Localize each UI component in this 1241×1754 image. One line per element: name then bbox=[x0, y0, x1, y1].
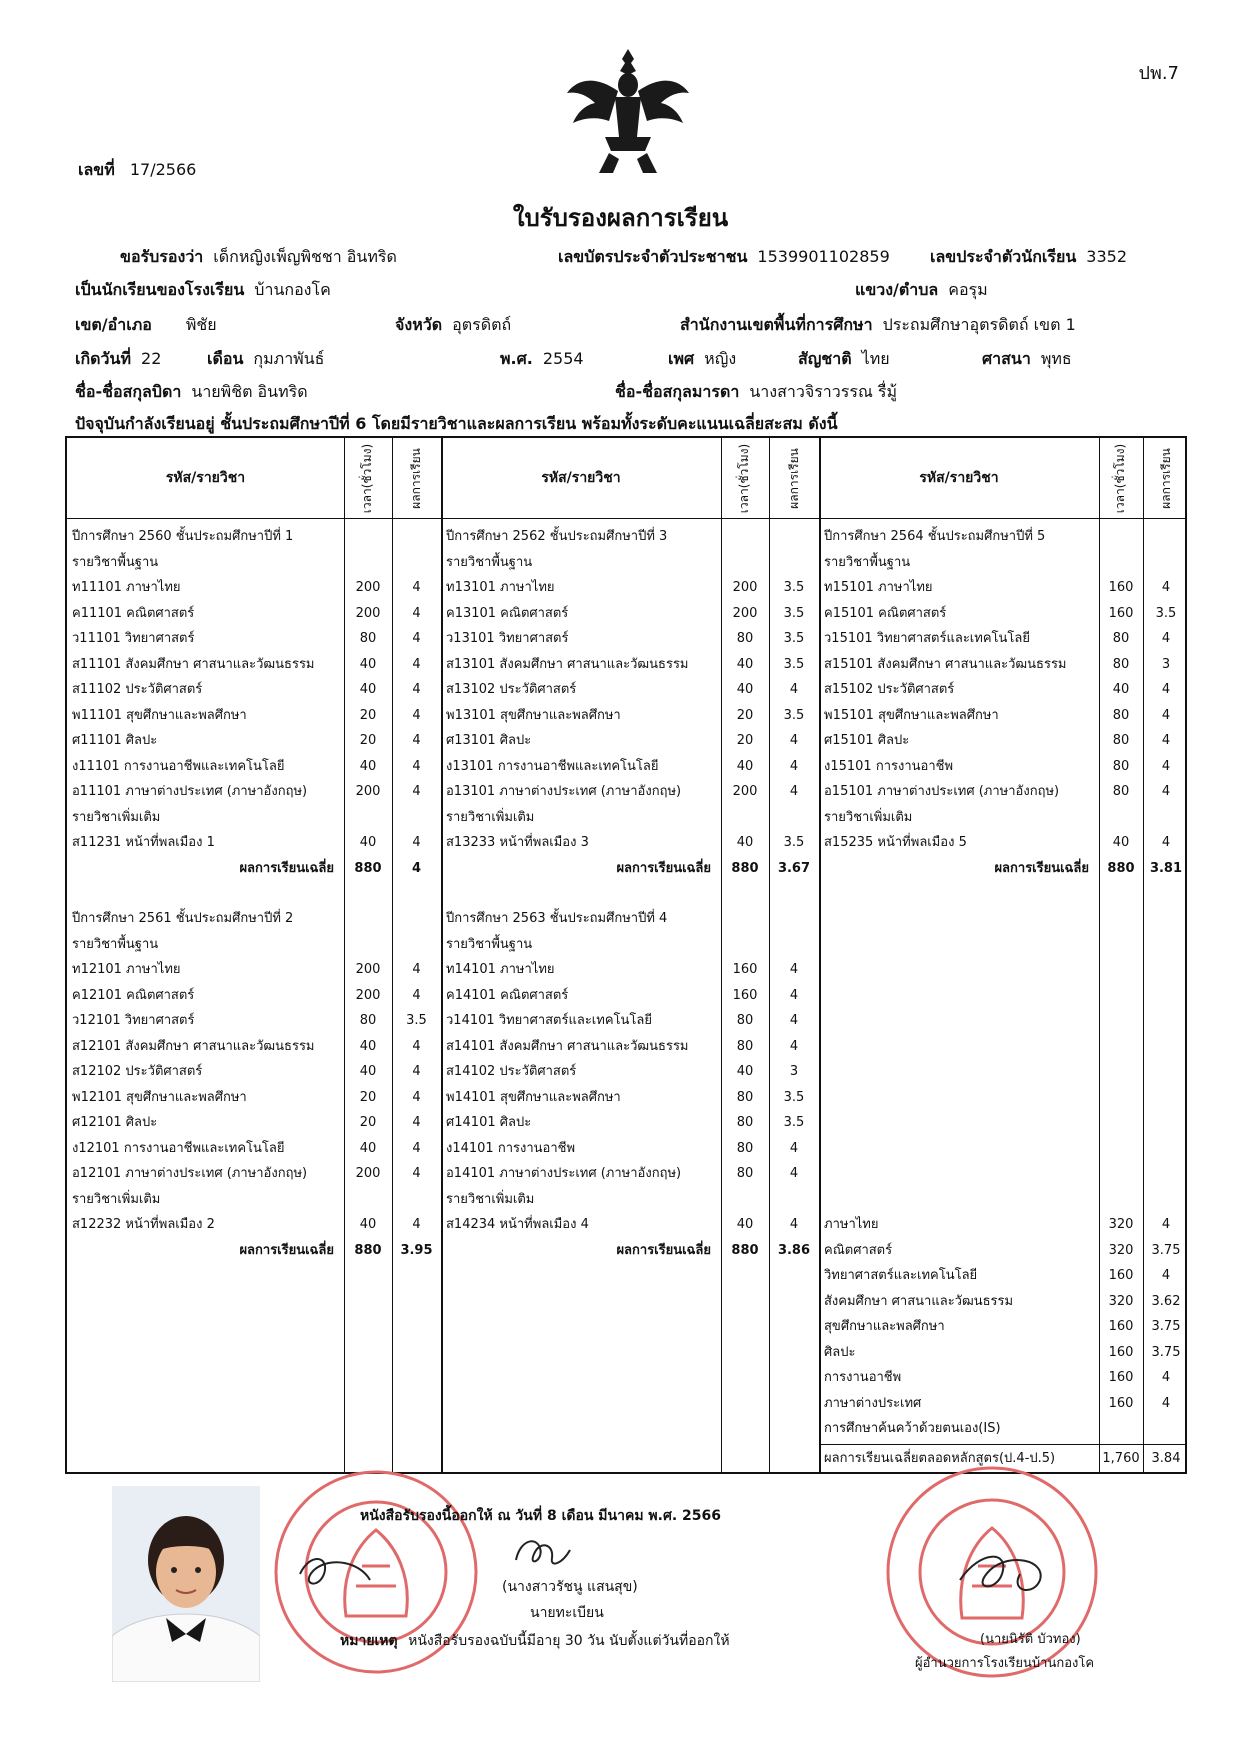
col-divider bbox=[819, 438, 821, 1472]
group-summary-grade bbox=[1143, 1418, 1189, 1440]
subject-hours: 40 bbox=[359, 758, 377, 774]
subject-hours: 160 bbox=[1108, 580, 1134, 595]
basic-subjects-label: รายวิชาพื้นฐาน bbox=[824, 554, 911, 570]
year-title: ปีการศึกษา 2561 ชั้นประถมศึกษาปีที่ 2 bbox=[72, 911, 294, 926]
subject-hours: 80 bbox=[1112, 758, 1130, 774]
subject-hours: 40 bbox=[359, 682, 377, 697]
subject-name: ค12101 คณิตศาสตร์ bbox=[72, 987, 195, 1003]
year-average-hours: 880 bbox=[354, 860, 382, 876]
subject-grade: 4 bbox=[1161, 580, 1171, 595]
subject-name: อ12101 ภาษาต่างประเทศ (ภาษาอังกฤษ) bbox=[72, 1166, 308, 1181]
subject-name: ส14101 สังคมศึกษา ศาสนาและวัฒนธรรม bbox=[446, 1038, 689, 1054]
overall-average-hours: 1,760 bbox=[1102, 1451, 1140, 1466]
year-average-label: ผลการเรียนเฉลี่ย bbox=[239, 1242, 334, 1258]
subject-name: ว15101 วิทยาศาสตร์และเทคโนโลยี bbox=[824, 631, 1030, 646]
subject-hours: 80 bbox=[359, 631, 377, 646]
subject-hours: 200 bbox=[732, 784, 758, 799]
year-average-hours: 880 bbox=[731, 1242, 759, 1258]
document-code: ปพ.7 bbox=[1138, 63, 1179, 84]
subject-grade: 4 bbox=[1161, 682, 1171, 697]
subject-hours: 160 bbox=[732, 962, 758, 977]
year-average-hours: 880 bbox=[731, 860, 759, 876]
subject-hours: 40 bbox=[1112, 682, 1130, 697]
subject-hours: 40 bbox=[359, 1064, 377, 1079]
year-average-label: ผลการเรียนเฉลี่ย bbox=[239, 860, 334, 876]
subject-hours: 80 bbox=[1112, 656, 1130, 672]
subject-grade: 4 bbox=[412, 1089, 421, 1105]
subject-grade: 3.5 bbox=[783, 707, 805, 723]
subject-name: อ14101 ภาษาต่างประเทศ (ภาษาอังกฤษ) bbox=[446, 1166, 682, 1181]
group-summary-name: ภาษาต่างประเทศ bbox=[824, 1395, 922, 1411]
subject-name: ค14101 คณิตศาสตร์ bbox=[446, 987, 569, 1003]
subject-name: ท11101 ภาษาไทย bbox=[72, 580, 181, 595]
subject-grade: 4 bbox=[412, 733, 421, 748]
group-summary-grade: 3.75 bbox=[1151, 1344, 1181, 1360]
id-card: เลขบัตรประจำตัวประชาชน 1539901102859 bbox=[558, 247, 890, 266]
subject-grade: 4 bbox=[412, 1115, 421, 1130]
header-grade: ผลการเรียน bbox=[1158, 447, 1173, 509]
subject-name: ค15101 คณิตศาสตร์ bbox=[824, 605, 947, 621]
father-name: ชื่อ-ชื่อสกุลบิดา นายพิชิต อินทริด bbox=[75, 382, 308, 401]
subject-grade: 4 bbox=[1161, 707, 1171, 723]
header-hours: เวลา(ชั่วโมง) bbox=[1113, 443, 1128, 513]
group-summary-hours: 160 bbox=[1108, 1395, 1134, 1411]
mother-name: ชื่อ-ชื่อสกุลมารดา นางสาวจิราวรรณ รื่มู้ bbox=[615, 382, 898, 401]
subject-grade: 4 bbox=[412, 987, 421, 1003]
overall-average-label: ผลการเรียนเฉลี่ยตลอดหลักสูตร(ป.4-ป.5) bbox=[824, 1451, 1056, 1466]
year-average-label: ผลการเรียนเฉลี่ย bbox=[616, 1242, 711, 1258]
note-text: หนังสือรับรองฉบับนี้มีอายุ 30 วัน นับตั้งแต่วันที่ออกให้ bbox=[408, 1633, 730, 1649]
subject-name: ส15235 หน้าที่พลเมือง 5 bbox=[824, 835, 967, 850]
subject-grade: 3.5 bbox=[783, 656, 805, 672]
subject-grade: 4 bbox=[789, 758, 799, 774]
registrar-name: (นางสาวรัชนู แสนสุข) bbox=[502, 1579, 638, 1595]
subject-grade: 4 bbox=[789, 987, 799, 1003]
header-subject: รหัส/รายวิชา bbox=[919, 470, 999, 486]
subject-grade: 4 bbox=[412, 656, 421, 672]
group-summary-hours: 160 bbox=[1108, 1268, 1134, 1283]
subject-grade: 4 bbox=[412, 605, 421, 621]
director-signature bbox=[950, 1540, 1060, 1610]
header-hours: เวลา(ชั่วโมง) bbox=[737, 443, 752, 513]
subject-hours: 20 bbox=[359, 1115, 377, 1130]
subject-grade: 4 bbox=[789, 682, 799, 697]
subject-name: ศ15101 ศิลปะ bbox=[824, 733, 910, 748]
subject-name: ง13101 การงานอาชีพและเทคโนโลยี bbox=[446, 758, 659, 774]
subject-hours: 80 bbox=[736, 1115, 754, 1130]
subject-hours: 40 bbox=[359, 835, 377, 850]
subject-name: ท14101 ภาษาไทย bbox=[446, 962, 555, 977]
document-number bbox=[78, 158, 196, 183]
subject-hours: 40 bbox=[736, 1064, 754, 1079]
year-title: ปีการศึกษา 2560 ชั้นประถมศึกษาปีที่ 1 bbox=[72, 529, 294, 544]
subject-hours: 200 bbox=[355, 1166, 381, 1181]
subject-hours: 20 bbox=[359, 733, 377, 748]
certify-name: ขอรับรองว่า เด็กหญิงเพ็ญพิชชา อินทริด bbox=[120, 247, 397, 266]
note-line bbox=[340, 1630, 730, 1652]
subject-name: ส15102 ประวัติศาสตร์ bbox=[824, 682, 955, 697]
subject-grade: 4 bbox=[1161, 631, 1171, 646]
subject-hours: 20 bbox=[359, 1089, 377, 1105]
note-label: หมายเหตุ bbox=[340, 1633, 398, 1649]
garuda-emblem bbox=[565, 45, 691, 177]
extra-subjects-label: รายวิชาเพิ่มเติม bbox=[72, 1191, 161, 1207]
subject-hours: 40 bbox=[1112, 835, 1130, 850]
year-average-label: ผลการเรียนเฉลี่ย bbox=[994, 860, 1089, 876]
religion: ศาสนา พุทธ bbox=[982, 349, 1072, 368]
subject-grade: 4 bbox=[412, 1217, 421, 1232]
subject-grade: 4 bbox=[412, 1140, 421, 1156]
subject-hours: 200 bbox=[355, 987, 381, 1003]
subject-hours: 80 bbox=[736, 1013, 754, 1028]
subject-name: อ15101 ภาษาต่างประเทศ (ภาษาอังกฤษ) bbox=[824, 784, 1060, 799]
subject-hours: 40 bbox=[736, 682, 754, 697]
basic-subjects-label: รายวิชาพื้นฐาน bbox=[446, 554, 533, 570]
subject-hours: 40 bbox=[359, 1140, 377, 1156]
subject-hours: 200 bbox=[355, 784, 381, 799]
subject-name: ว11101 วิทยาศาสตร์ bbox=[72, 631, 195, 646]
group-summary-grade: 3.75 bbox=[1151, 1319, 1181, 1334]
header-grade: ผลการเรียน bbox=[409, 447, 423, 509]
subject-name: ส14102 ประวัติศาสตร์ bbox=[446, 1064, 577, 1079]
subject-grade: 4 bbox=[412, 682, 421, 697]
subject-grade: 4 bbox=[412, 758, 421, 774]
subject-grade: 4 bbox=[789, 733, 799, 748]
group-summary-grade: 4 bbox=[1161, 1268, 1171, 1283]
subject-name: ศ14101 ศิลปะ bbox=[446, 1115, 532, 1130]
extra-subjects-label: รายวิชาเพิ่มเติม bbox=[824, 809, 913, 825]
subject-hours: 80 bbox=[1112, 707, 1130, 723]
subject-grade: 4 bbox=[412, 707, 421, 723]
subject-grade: 4 bbox=[412, 1038, 421, 1054]
subject-name: ส12101 สังคมศึกษา ศาสนาและวัฒนธรรม bbox=[72, 1038, 315, 1054]
group-summary-hours bbox=[1099, 1418, 1143, 1440]
subject-hours: 80 bbox=[736, 1140, 754, 1156]
subject-name: ศ12101 ศิลปะ bbox=[72, 1115, 158, 1130]
basic-subjects-label: รายวิชาพื้นฐาน bbox=[72, 936, 159, 952]
subject-name: พ15101 สุขศึกษาและพลศึกษา bbox=[824, 707, 999, 723]
subject-hours: 80 bbox=[1112, 631, 1130, 646]
subject-grade: 3.5 bbox=[406, 1013, 427, 1028]
extra-subjects-label: รายวิชาเพิ่มเติม bbox=[446, 809, 535, 825]
subject-grade: 4 bbox=[412, 631, 421, 646]
extra-subjects-label: รายวิชาเพิ่มเติม bbox=[446, 1191, 535, 1207]
year-average-hours: 880 bbox=[354, 1242, 382, 1258]
year-average-grade: 3.86 bbox=[777, 1242, 811, 1258]
group-summary-name: ภาษาไทย bbox=[824, 1217, 879, 1232]
subject-name: พ11101 สุขศึกษาและพลศึกษา bbox=[72, 707, 247, 723]
birth-day: เกิดวันที่ 22 bbox=[75, 349, 162, 368]
district: เขต/อำเภอ พิชัย bbox=[75, 315, 217, 334]
subject-hours: 80 bbox=[1112, 784, 1130, 799]
subject-hours: 40 bbox=[359, 1038, 377, 1054]
subject-hours: 40 bbox=[736, 1217, 754, 1232]
subject-grade: 4 bbox=[789, 1013, 799, 1028]
group-summary-hours: 320 bbox=[1108, 1293, 1134, 1309]
subject-name: ส11101 สังคมศึกษา ศาสนาและวัฒนธรรม bbox=[72, 656, 315, 672]
year-title: ปีการศึกษา 2562 ชั้นประถมศึกษาปีที่ 3 bbox=[446, 529, 668, 544]
subject-grade: 4 bbox=[789, 1140, 799, 1156]
group-summary-grade: 4 bbox=[1161, 1395, 1171, 1411]
group-summary-name: สุขศึกษาและพลศึกษา bbox=[824, 1319, 945, 1334]
subject-name: ส14234 หน้าที่พลเมือง 4 bbox=[446, 1217, 589, 1232]
header-subject: รหัส/รายวิชา bbox=[165, 470, 246, 486]
subject-name: ค13101 คณิตศาสตร์ bbox=[446, 605, 569, 621]
group-summary-hours: 160 bbox=[1108, 1344, 1134, 1360]
province: จังหวัด อุตรดิตถ์ bbox=[395, 315, 512, 334]
subject-hours: 200 bbox=[355, 962, 381, 977]
subject-name: ง11101 การงานอาชีพและเทคโนโลยี bbox=[72, 758, 285, 774]
subject-name: พ13101 สุขศึกษาและพลศึกษา bbox=[446, 707, 621, 723]
subject-grade: 3 bbox=[1161, 656, 1171, 672]
group-summary-name: วิทยาศาสตร์และเทคโนโลยี bbox=[824, 1268, 978, 1283]
subject-name: ค11101 คณิตศาสตร์ bbox=[72, 605, 195, 621]
subdistrict: แขวง/ตำบล คอรุม bbox=[855, 280, 988, 299]
subject-name: ท12101 ภาษาไทย bbox=[72, 962, 181, 977]
subject-name: ส12102 ประวัติศาสตร์ bbox=[72, 1064, 203, 1079]
subject-grade: 4 bbox=[1161, 784, 1171, 799]
subject-name: อ11101 ภาษาต่างประเทศ (ภาษาอังกฤษ) bbox=[72, 784, 308, 799]
subject-name: ง15101 การงานอาชีพ bbox=[824, 758, 954, 774]
year-average-label: ผลการเรียนเฉลี่ย bbox=[616, 860, 711, 876]
subject-name: ท13101 ภาษาไทย bbox=[446, 580, 555, 595]
subject-name: ส12232 หน้าที่พลเมือง 2 bbox=[72, 1217, 215, 1232]
subject-name: ง12101 การงานอาชีพและเทคโนโลยี bbox=[72, 1140, 285, 1156]
subject-grade: 3.5 bbox=[1155, 605, 1177, 621]
birth-month: เดือน กุมภาพันธ์ bbox=[207, 349, 325, 368]
subject-grade: 4 bbox=[412, 580, 421, 595]
subject-name: ส15101 สังคมศึกษา ศาสนาและวัฒนธรรม bbox=[824, 656, 1067, 672]
subject-hours: 40 bbox=[736, 835, 754, 850]
director-title: ผู้อำนวยการโรงเรียนบ้านกองโค bbox=[915, 1656, 1095, 1671]
subject-name: ส11102 ประวัติศาสตร์ bbox=[72, 682, 203, 697]
subject-hours: 40 bbox=[359, 656, 377, 672]
group-summary-name: คณิตศาสตร์ bbox=[824, 1242, 893, 1258]
student-id: เลขประจำตัวนักเรียน 3352 bbox=[930, 247, 1128, 266]
registrar-initial-signature bbox=[290, 1544, 380, 1604]
number-label: เลขที่ bbox=[78, 160, 115, 179]
header-hours: เวลา(ชั่วโมง) bbox=[360, 443, 375, 513]
subject-name: ส13101 สังคมศึกษา ศาสนาและวัฒนธรรม bbox=[446, 656, 689, 672]
subject-hours: 80 bbox=[1112, 733, 1130, 748]
document-title: ใบรับรองผลการเรียน bbox=[512, 204, 729, 232]
grade-table bbox=[65, 436, 1187, 1474]
subject-grade: 3.5 bbox=[783, 580, 805, 595]
group-summary-name: การงานอาชีพ bbox=[824, 1370, 902, 1385]
registrar-signature bbox=[510, 1530, 578, 1574]
group-summary-hours: 320 bbox=[1108, 1217, 1134, 1232]
director-name: (นายนิรัติ บัวทอง) bbox=[980, 1632, 1081, 1647]
subject-name: ว12101 วิทยาศาสตร์ bbox=[72, 1013, 195, 1028]
subject-hours: 40 bbox=[736, 758, 754, 774]
subject-name: ว14101 วิทยาศาสตร์และเทคโนโลยี bbox=[446, 1013, 652, 1028]
subject-grade: 4 bbox=[1161, 758, 1171, 774]
student-photo bbox=[112, 1486, 260, 1682]
subject-hours: 20 bbox=[359, 707, 377, 723]
number-value: 17/2566 bbox=[129, 160, 197, 179]
group-summary-grade: 3.62 bbox=[1151, 1293, 1181, 1309]
group-summary-name: ศิลปะ bbox=[824, 1344, 856, 1360]
year-title: ปีการศึกษา 2563 ชั้นประถมศึกษาปีที่ 4 bbox=[446, 911, 668, 926]
basic-subjects-label: รายวิชาพื้นฐาน bbox=[446, 936, 533, 952]
group-summary-grade: 3.75 bbox=[1151, 1242, 1181, 1258]
subject-name: ศ11101 ศิลปะ bbox=[72, 733, 158, 748]
summary-line: ปัจจุบันกำลังเรียนอยู่ ชั้นประถมศึกษาปีที่ 6 โดยมีรายวิชาและผลการเรียน พร้อมทั้งระดับคะแนนเฉลี่ยสะสม ดังนี้ bbox=[75, 414, 838, 433]
subject-hours: 160 bbox=[1108, 605, 1134, 621]
subject-name: ศ13101 ศิลปะ bbox=[446, 733, 532, 748]
subject-grade: 4 bbox=[1161, 835, 1171, 850]
subject-name: พ14101 สุขศึกษาและพลศึกษา bbox=[446, 1089, 621, 1105]
extra-subjects-label: รายวิชาเพิ่มเติม bbox=[72, 809, 161, 825]
birth-year: พ.ศ. 2554 bbox=[500, 349, 584, 368]
subject-grade: 3 bbox=[789, 1064, 799, 1079]
header-grade: ผลการเรียน bbox=[786, 447, 801, 509]
header-subject: รหัส/รายวิชา bbox=[541, 470, 621, 486]
subject-hours: 80 bbox=[736, 1038, 754, 1054]
subject-grade: 3.5 bbox=[783, 631, 805, 646]
subject-grade: 3.5 bbox=[783, 605, 805, 621]
subject-hours: 160 bbox=[732, 987, 758, 1003]
subject-grade: 4 bbox=[789, 962, 799, 977]
nationality: สัญชาติ ไทย bbox=[798, 349, 890, 368]
subject-name: ส13102 ประวัติศาสตร์ bbox=[446, 682, 577, 697]
subject-hours: 20 bbox=[736, 707, 754, 723]
subject-grade: 3.5 bbox=[783, 835, 805, 850]
registrar-title: นายทะเบียน bbox=[530, 1605, 604, 1621]
issue-date-line: หนังสือรับรองนี้ออกให้ ณ วันที่ 8 เดือน มีนาคม พ.ศ. 2566 bbox=[360, 1508, 722, 1524]
subject-grade: 4 bbox=[789, 1038, 799, 1054]
subject-hours: 200 bbox=[355, 605, 381, 621]
subject-hours: 200 bbox=[732, 605, 758, 621]
school: เป็นนักเรียนของโรงเรียน บ้านกองโค bbox=[75, 280, 331, 299]
overall-average-grade: 3.84 bbox=[1151, 1451, 1181, 1466]
group-summary-name: สังคมศึกษา ศาสนาและวัฒนธรรม bbox=[824, 1293, 1014, 1309]
year-average-grade: 4 bbox=[411, 860, 422, 876]
group-summary-grade: 4 bbox=[1161, 1217, 1171, 1232]
subject-grade: 4 bbox=[789, 784, 799, 799]
subject-name: พ12101 สุขศึกษาและพลศึกษา bbox=[72, 1089, 247, 1105]
subject-grade: 4 bbox=[789, 1166, 799, 1181]
group-summary-grade: 4 bbox=[1161, 1370, 1171, 1385]
subject-grade: 4 bbox=[412, 962, 421, 977]
subject-hours: 80 bbox=[736, 1089, 754, 1105]
overall-divider bbox=[819, 1444, 1185, 1445]
subject-hours: 200 bbox=[732, 580, 758, 595]
group-summary-name: การศึกษาค้นคว้าด้วยตนเอง(IS) bbox=[824, 1421, 1001, 1436]
education-area: สำนักงานเขตพื้นที่การศึกษา ประถมศึกษาอุตรดิตถ์ เขต 1 bbox=[680, 315, 1076, 334]
header-divider bbox=[67, 518, 1185, 519]
subject-hours: 200 bbox=[355, 580, 381, 595]
subject-grade: 3.5 bbox=[783, 1089, 805, 1105]
subject-hours: 40 bbox=[736, 656, 754, 672]
year-average-grade: 3.67 bbox=[777, 860, 811, 876]
group-summary-hours: 160 bbox=[1108, 1370, 1134, 1385]
subject-grade: 4 bbox=[412, 784, 421, 799]
subject-hours: 80 bbox=[736, 631, 754, 646]
subject-name: ส13233 หน้าที่พลเมือง 3 bbox=[446, 835, 589, 850]
basic-subjects-label: รายวิชาพื้นฐาน bbox=[72, 554, 159, 570]
subject-name: ว13101 วิทยาศาสตร์ bbox=[446, 631, 569, 646]
group-summary-hours: 160 bbox=[1108, 1319, 1134, 1334]
subject-grade: 4 bbox=[1161, 733, 1171, 748]
subject-grade: 4 bbox=[412, 835, 421, 850]
subject-hours: 80 bbox=[359, 1013, 377, 1028]
year-average-hours: 880 bbox=[1107, 860, 1135, 876]
subject-hours: 40 bbox=[359, 1217, 377, 1232]
year-average-grade: 3.81 bbox=[1149, 860, 1183, 876]
subject-name: ท15101 ภาษาไทย bbox=[824, 580, 933, 595]
sex: เพศ หญิง bbox=[668, 349, 737, 368]
subject-grade: 4 bbox=[412, 1064, 421, 1079]
subject-grade: 4 bbox=[412, 1166, 421, 1181]
year-title: ปีการศึกษา 2564 ชั้นประถมศึกษาปีที่ 5 bbox=[824, 529, 1046, 544]
year-average-grade: 3.95 bbox=[400, 1242, 433, 1258]
subject-grade: 4 bbox=[789, 1217, 799, 1232]
col-divider bbox=[441, 438, 443, 1472]
subject-hours: 20 bbox=[736, 733, 754, 748]
group-summary-hours: 320 bbox=[1108, 1242, 1134, 1258]
subject-grade: 3.5 bbox=[783, 1115, 805, 1130]
subject-name: ส11231 หน้าที่พลเมือง 1 bbox=[72, 835, 215, 850]
subject-name: อ13101 ภาษาต่างประเทศ (ภาษาอังกฤษ) bbox=[446, 784, 682, 799]
subject-hours: 80 bbox=[736, 1166, 754, 1181]
subject-name: ง14101 การงานอาชีพ bbox=[446, 1140, 576, 1156]
